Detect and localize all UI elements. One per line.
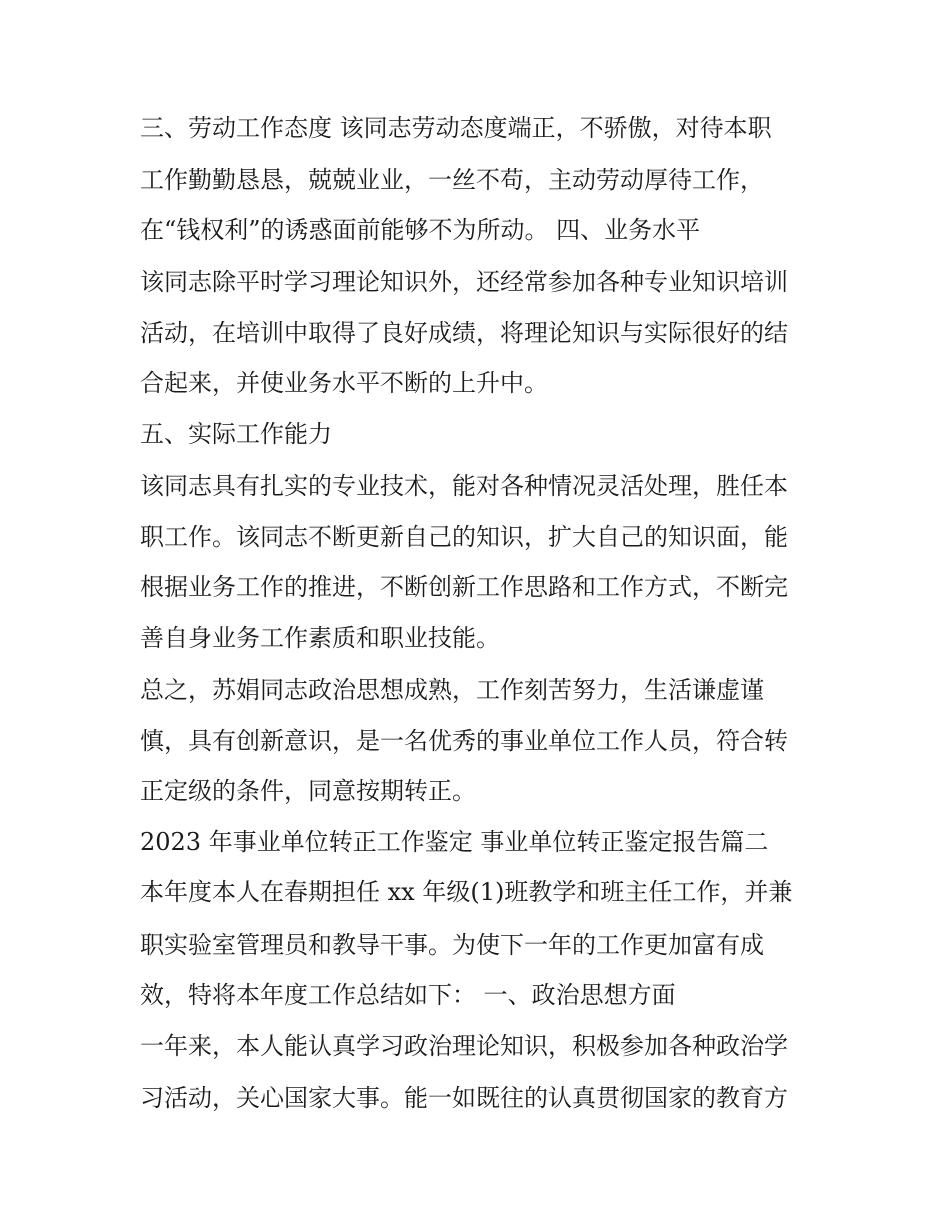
article-title: 2023 年事业单位转正工作鉴定 事业单位转正鉴定报告篇二 (140, 828, 769, 856)
text-line: 该同志具有扎实的专业技术，能对各种情况灵活处理，胜任本 (140, 472, 788, 500)
text-line: 三、劳动工作态度 该同志劳动态度端正，不骄傲，对待本职 (140, 114, 772, 142)
text-line: 根据业务工作的推进，不断创新工作思路和工作方式，不断完 (140, 573, 788, 601)
text-line: 正定级的条件，同意按期转正。 (140, 777, 476, 805)
section-heading: 五、实际工作能力 (140, 420, 332, 448)
text-line: 总之，苏娟同志政治思想成熟，工作刻苦努力，生活谦虚谨 (140, 676, 764, 704)
text-line: 本年度本人在春期担任 xx 年级(1)班教学和班主任工作，并兼 (140, 878, 793, 906)
text-line: 习活动，关心国家大事。能一如既往的认真贯彻国家的教育方 (140, 1084, 788, 1112)
text-line: 在“钱权利”的诱惑面前能够不为所动。 四、业务水平 (140, 216, 701, 244)
text-line: 该同志除平时学习理论知识外，还经常参加各种专业知识培训 (140, 268, 788, 296)
text-line: 一年来，本人能认真学习政治理论知识，积极参加各种政治学 (140, 1032, 788, 1060)
text-line: 职工作。该同志不断更新自己的知识，扩大自己的知识面，能 (140, 523, 788, 551)
text-line: 效，特将本年度工作总结如下： 一、政治思想方面 (140, 981, 676, 1009)
text-line: 慎，具有创新意识，是一名优秀的事业单位工作人员，符合转 (140, 727, 788, 755)
text-line: 工作勤勤恳恳，兢兢业业，一丝不苟，主动劳动厚待工作， (140, 166, 764, 194)
text-line: 活动，在培训中取得了良好成绩，将理论知识与实际很好的结 (140, 319, 788, 347)
text-line: 善自身业务工作素质和职业技能。 (140, 624, 500, 652)
text-line: 职实验室管理员和教导干事。为使下一年的工作更加富有成 (140, 931, 764, 959)
text-line: 合起来，并使业务水平不断的上升中。 (140, 369, 548, 397)
